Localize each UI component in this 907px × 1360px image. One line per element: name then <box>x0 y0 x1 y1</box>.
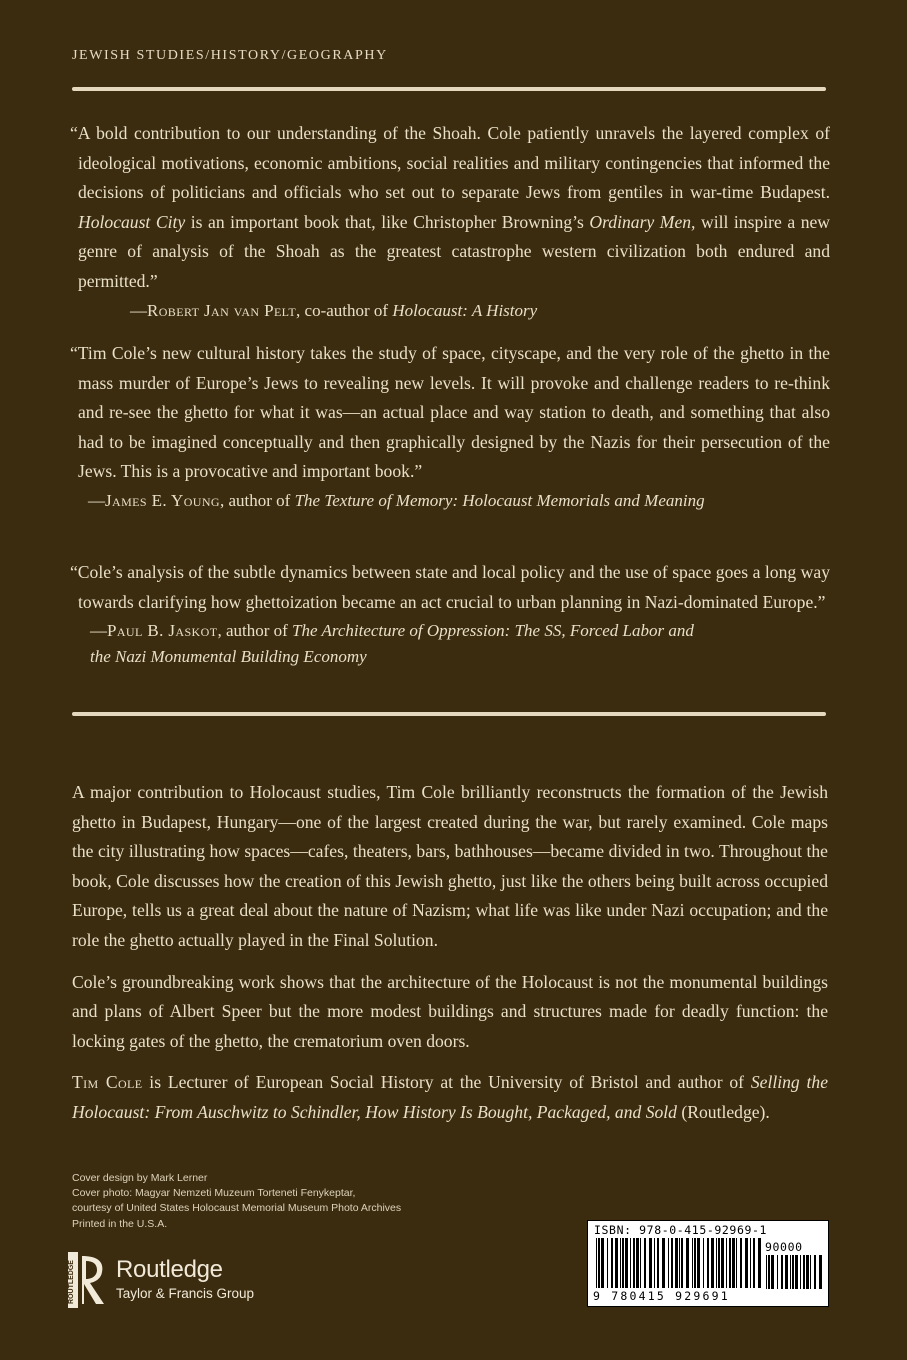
credit-line: Printed in the U.S.A. <box>72 1217 168 1230</box>
barcode-bar <box>721 1238 724 1288</box>
quote-3-attribution: —Paul B. Jaskot, author of The Architecture of Oppression: The SS, Forced Labor and the Nazi Monumental Building Economy <box>90 621 694 667</box>
barcode-bar <box>716 1238 717 1288</box>
barcode-bar <box>740 1238 742 1288</box>
barcode-bar <box>819 1255 822 1289</box>
barcode-bar <box>768 1255 770 1289</box>
barcode-bar <box>649 1238 652 1288</box>
barcode-bar <box>625 1238 628 1288</box>
routledge-r-logo-icon <box>68 1252 106 1308</box>
barcode-bar <box>620 1238 621 1288</box>
ean-digits: 9 780415 929691 <box>593 1289 730 1303</box>
barcode-bar <box>766 1255 767 1289</box>
cover-credits <box>72 1171 401 1232</box>
barcode-bar <box>611 1238 613 1288</box>
barcode-bar <box>729 1238 731 1288</box>
barcode-bar <box>803 1255 805 1289</box>
quote-1-author: Robert Jan van Pelt <box>147 300 297 320</box>
review-quote-1 <box>70 119 830 324</box>
barcode-bar <box>601 1238 604 1288</box>
quote-2-text: “Tim Cole’s new cultural history takes the study of space, cityscape, and the very role of the ghetto in the mass murder of Europe’s Jews to revealing new levels. It will provoke and challenge readers to re-think and re-see the ghetto for what it was—an actual place and way station to death, and something that also had to be imagined conceptually and then graphically designed by the Nazis for their persecution of the Jews. This is a provocative and important book.” <box>70 343 830 482</box>
barcode-bar <box>732 1238 735 1288</box>
quote-2-author: James E. Young <box>105 490 220 510</box>
credit-line: Cover design by Mark Lerner <box>72 1172 208 1184</box>
middle-rule <box>72 712 826 716</box>
credit-line: Cover photo: Magyar Nemzeti Muzeum Torteneti Fenykeptar, <box>72 1187 356 1200</box>
author-bio: Tim Cole is Lecturer of European Social History at the University of Bristol and author of Selling the Holocaust: From Auschwitz to Schindler, How History Is Bought, Packaged, and Sold (Routledge). <box>72 1072 829 1122</box>
quote-1-text: “A bold contribution to our understanding of the Shoah. Cole patiently unravels the layered complex of ideological motivations, economic ambitions, social realities and military contingencies that informed the decisions of politicians and officials who set out to separate Jews from gentiles in war-time Budapest. Holocaust City is an important book that, like Christopher Browning’s Ordinary Men, will inspire a new genre of analysis of the Shoah as the greatest catastrophe western civilization both endured and permitted.” <box>70 123 831 291</box>
barcode-bar <box>707 1238 709 1288</box>
top-rule <box>72 87 826 91</box>
description-paragraph-2: Cole’s groundbreaking work shows that the architecture of the Holocaust is not the monumental buildings and plans of Albert Speer but the more modest buildings and structures made for deadly function: the locking gates of the ghetto, the crematorium oven doors. <box>72 971 828 1051</box>
barcode-bar <box>750 1238 751 1288</box>
barcode-bar <box>615 1238 618 1288</box>
barcode-bar <box>736 1238 737 1288</box>
barcode-bar <box>596 1238 597 1288</box>
quote-1-attribution: —Robert Jan van Pelt, co-author of Holocaust: A History <box>130 300 538 320</box>
barcode-bar <box>675 1238 678 1288</box>
barcode-bar <box>633 1238 635 1288</box>
review-quote-2 <box>70 339 830 514</box>
barcode-bar <box>692 1238 693 1288</box>
price-barcode-bars <box>766 1255 822 1289</box>
barcode-bar <box>681 1238 683 1288</box>
barcode-bar <box>640 1238 641 1288</box>
barcode-bar <box>718 1238 720 1288</box>
barcode-bar <box>694 1238 696 1288</box>
isbn-label: ISBN: 978-0-415-92969-1 <box>594 1223 768 1237</box>
publisher-name: Routledge <box>116 1256 223 1283</box>
publisher-logo <box>68 1252 268 1308</box>
barcode-bar <box>607 1238 608 1288</box>
barcode-bar <box>790 1255 791 1289</box>
barcode-bar <box>753 1238 755 1288</box>
barcode-bar <box>771 1255 774 1289</box>
review-quote-3 <box>70 558 830 670</box>
barcode-bar <box>657 1238 659 1288</box>
category-label: JEWISH STUDIES/HISTORY/GEOGRAPHY <box>72 48 388 63</box>
barcode-bar <box>662 1238 665 1288</box>
barcode-bar <box>810 1255 811 1289</box>
barcode-bar <box>697 1238 700 1288</box>
barcode-bar <box>806 1255 809 1289</box>
isbn-barcode <box>587 1220 829 1307</box>
barcode-bar <box>758 1238 761 1288</box>
barcode-bar <box>726 1238 727 1288</box>
quote-2-attribution: —James E. Young, author of The Texture of Memory: Holocaust Memorials and Meaning <box>88 490 705 510</box>
barcode-bar <box>814 1255 816 1289</box>
barcode-bar <box>654 1238 655 1288</box>
barcode-bar <box>671 1238 673 1288</box>
quote-3-work-line1: The Architecture of Oppression: The SS, Forced Labor and <box>292 621 694 641</box>
svg-text:ROUTLEDGE: ROUTLEDGE <box>68 1260 75 1304</box>
barcode-bar <box>792 1255 794 1289</box>
publisher-group: Taylor & Francis Group <box>116 1286 255 1301</box>
barcode-bar <box>668 1238 669 1288</box>
barcode-bar <box>703 1238 704 1288</box>
barcode-bar <box>781 1255 783 1289</box>
barcode-bar <box>785 1255 788 1289</box>
barcode-bar <box>630 1238 631 1288</box>
barcode-bar <box>686 1238 689 1288</box>
quote-3-author: Paul B. Jaskot <box>107 621 218 641</box>
barcode-bar <box>622 1238 624 1288</box>
barcode-bar <box>644 1238 646 1288</box>
price-code: 90000 <box>765 1240 803 1254</box>
barcode-bar <box>795 1255 798 1289</box>
barcode-bar <box>711 1238 714 1288</box>
barcode-bar <box>598 1238 600 1288</box>
quote-3-work-line2: the Nazi Monumental Building Economy <box>90 647 367 667</box>
description-paragraph-1: A major contribution to Holocaust studies, Tim Cole brilliantly reconstructs the formation of the Jewish ghetto in Budapest, Hungary—one of the largest created during the war, but rarely examined. Cole maps the city illustrating how spaces—cafes, theaters, bars, bathhouses—became divided in two. Throughout the book, Cole discusses how the creation of this Jewish ghetto, just like the others being built across occupied Europe, tells us a great deal about the nature of Nazism; what life was like under Nazi occupation; and the role the ghetto actually played in the Final Solution. <box>72 782 828 950</box>
barcode-bar <box>745 1238 748 1288</box>
barcode-bar <box>777 1255 778 1289</box>
barcode-bar <box>679 1238 680 1288</box>
barcode-bar <box>800 1255 801 1289</box>
credit-line: courtesy of United States Holocaust Memorial Museum Photo Archives <box>72 1202 402 1215</box>
ean-barcode-bars <box>596 1238 761 1290</box>
quote-2-work: The Texture of Memory: Holocaust Memorials and Meaning <box>294 490 705 510</box>
quote-3-text: “Cole’s analysis of the subtle dynamics between state and local policy and the use of space goes a long way towards clarifying how ghettoization became an act crucial to urban planning in Nazi-dominated Europe.” <box>70 562 830 612</box>
barcode-bar <box>636 1238 639 1288</box>
book-description <box>72 778 828 1140</box>
quote-1-work: Holocaust: A History <box>392 300 538 320</box>
author-bio-book: Selling the Holocaust: From Auschwitz to Schindler, How History Is Bought, Packaged, and Sold <box>72 1072 829 1122</box>
author-bio-name: Tim Cole <box>72 1072 143 1093</box>
